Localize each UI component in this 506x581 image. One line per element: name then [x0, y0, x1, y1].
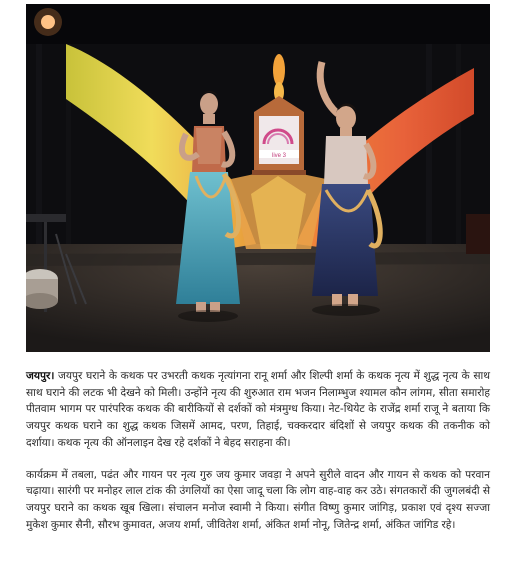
article-body	[26, 368, 490, 533]
stage-photo-svg	[26, 4, 490, 352]
dateline: जयपुर।	[26, 370, 55, 382]
article-paragraph-2: कार्यक्रम में तबला, पढंत और गायन पर नृत्य गुरु जय कुमार जवड़ा ने अपने सुरीले वादन और गायन से कथक को परवान चढ़ाया। सारंगी पर मनोहर लाल टांक की उंगलियों का ऐसा जादू चला कि लोग वाह-वाह कर उठे। संगतकारों की जुगलबंदी से जयपुर घराने का कथक खूब खिला। संचालन मनोज स्वामी ने किया। संगीत विष्णु कुमार जांगिड़, प्रकाश एवं दृश्य सज्जा मुकेश कुमार सैनी, सौरभ कुमावत, अजय शर्मा, जीवितेश शर्मा, अंकित शर्मा नोनू, जितेन्द्र शर्मा, अंकित जांगिड रहे।	[26, 468, 490, 531]
paragraph-1-text: जयपुर घराने के कथक पर उभरती कथक नृत्यांगना रानू शर्मा और शिल्पी शर्मा के कथक नृत्य में शुद्ध नृत्य के साथ साथ घराने की लटक भी देखने को मिली। उन्होंने नृत्य की शुरुआत राम भजन निलाम्भुज श्यामल कौन लांगम, सीता समारोह पीतवाम भागम पर पारंपरिक कथक की बारीकियों से दर्शकों को मंत्रमुग्ध किया। नेट-थियेट के राजेंद्र शर्मा राजू ने बताया कि जयपुर कथक घराने का शुद्ध कथक जिसमें आमद, परण, तिहाई, चक्करदार बंदिशों से जयपुर कथक की तकनीक को दर्शाया। कथक नृत्य की ऑनलाइन देख रहे दर्शकों ने बेहद सराहना की।	[26, 370, 490, 449]
performance-photo	[26, 4, 490, 352]
poster-text: live 3	[271, 153, 287, 159]
article-paragraph-1	[26, 368, 490, 452]
stool	[466, 214, 490, 254]
